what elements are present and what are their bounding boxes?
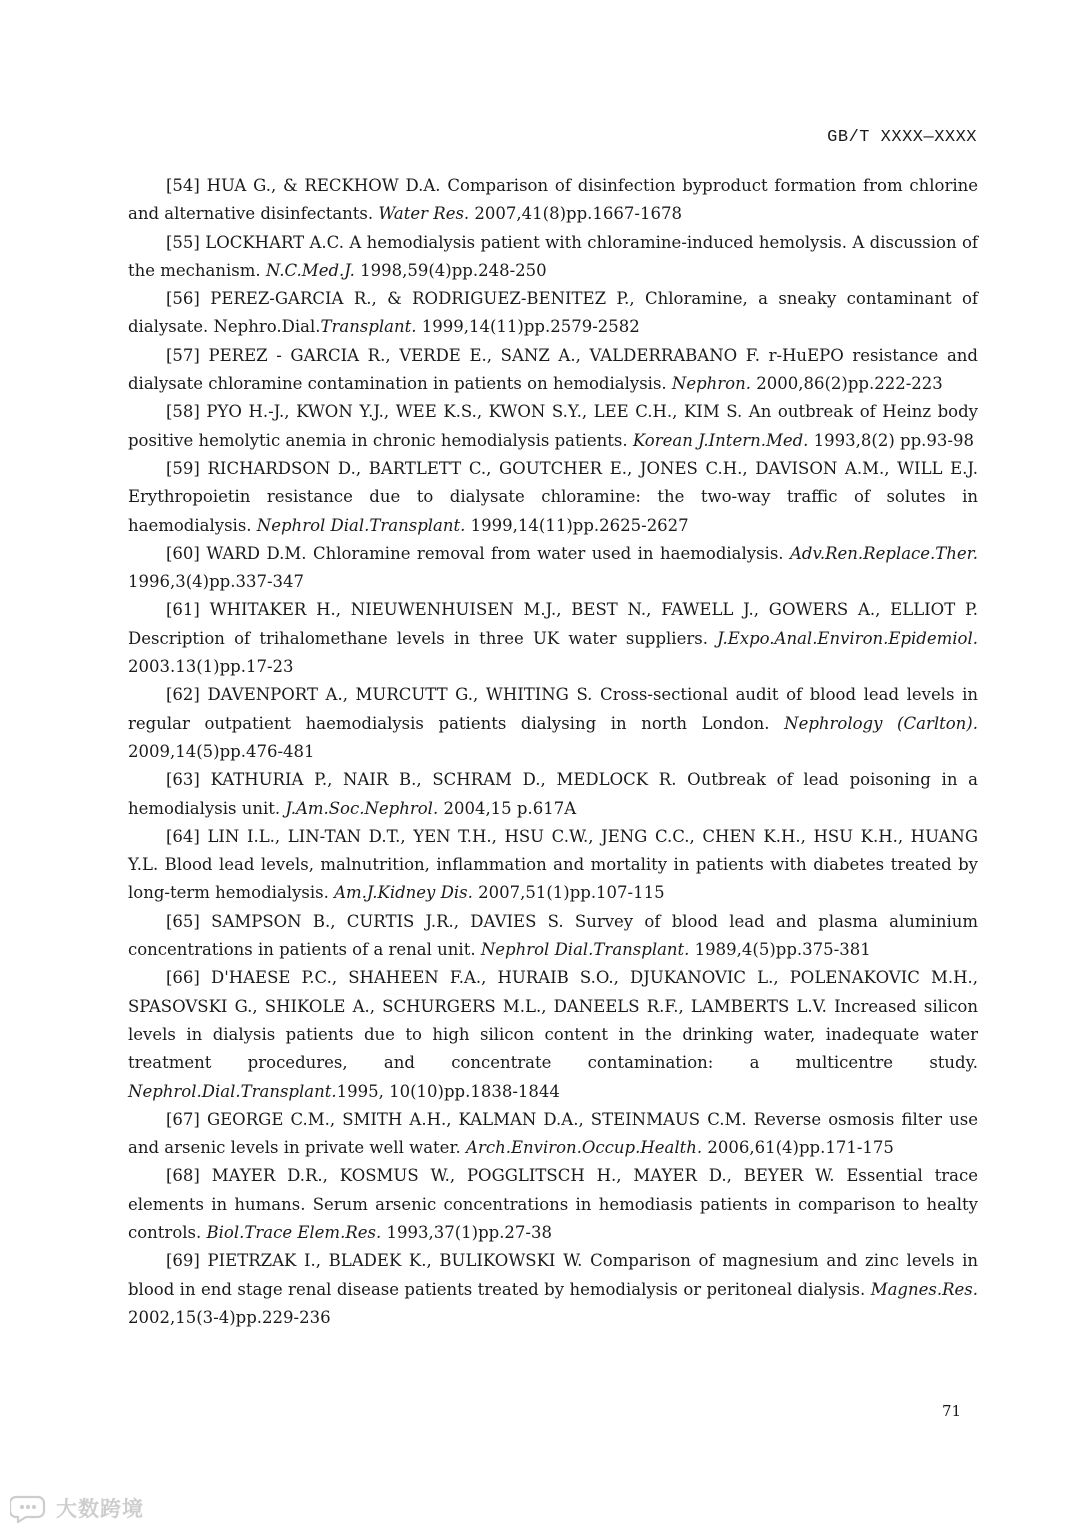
reference-citation: 2002,15(3-4)pp.229-236 [128,1307,331,1327]
reference-citation: 2003.13(1)pp.17-23 [128,657,294,677]
reference-citation: 2006,61(4)pp.171-175 [702,1138,894,1158]
reference-text: [68] MAYER D.R., KOSMUS W., POGGLITSCH H., MAYER D., BEYER W. Essential trace elements in humans. Serum arsenic concentrations in hemodiasis patients in comparison to healty controls. [128,1166,978,1242]
reference-text: [61] WHITAKER H., NIEUWENHUISEN M.J., BEST N., FAWELL J., GOWERS A., ELLIOT P. Description of trihalomethane levels in three UK water suppliers. [128,600,978,648]
journal-title: Magnes.Res. [870,1279,978,1299]
journal-title: Water Res. [378,204,470,224]
reference-text: [67] GEORGE C.M., SMITH A.H., KALMAN D.A., STEINMAUS C.M. Reverse osmosis filter use and arsenic levels in private well water. [128,1109,978,1158]
watermark [10,1490,144,1526]
reference-citation: 1999,14(11)pp.2579-2582 [416,317,640,337]
reference-citation: 1993,37(1)pp.27-38 [381,1222,553,1242]
reference-citation: 1998,59(4)pp.248-250 [354,260,547,280]
reference-item [128,766,978,823]
reference-item [128,455,978,540]
journal-title: Adv.Ren.Replace.Ther. [790,543,978,563]
reference-citation: 1999,14(11)pp.2625-2627 [465,515,689,535]
journal-title: J.Am.Soc.Nephrol. [285,798,439,818]
reference-citation: 2007,41(8)pp.1667-1678 [469,204,682,224]
reference-citation: 1996,3(4)pp.337-347 [128,572,305,592]
reference-citation: 2009,14(5)pp.476-481 [128,741,315,761]
journal-title: Nephrology (Carlton). [784,713,978,733]
journal-title: J.Expo.Anal.Environ.Epidemiol. [717,628,978,648]
page-number: 71 [942,1402,962,1420]
reference-text: [63] KATHURIA P., NAIR B., SCHRAM D., MEDLOCK R. Outbreak of lead poisoning in a hemodialysis unit. [128,770,978,818]
reference-text: [56] PEREZ-GARCIA R., & RODRIGUEZ-BENITEZ P., Chloramine, a sneaky contaminant of dialysate. Nephro.Dial. [128,289,978,337]
reference-item [128,1162,978,1247]
reference-text: [65] SAMPSON B., CURTIS J.R., DAVIES S. Survey of blood lead and plasma aluminium concentrations in patients of a renal unit. [128,911,978,960]
reference-item [128,1247,978,1332]
reference-citation: 2000,86(2)pp.222-223 [751,374,943,394]
standard-code-header: GB/T XXXX—XXXX [827,128,977,147]
reference-text: [66] D'HAESE P.C., SHAHEEN F.A., HURAIB S.O., DJUKANOVIC L., POLENAKOVIC M.H., SPASOVSKI G., SHIKOLE A., SCHURGERS M.L., DANEELS R.F., LAMBERTS L.V. Increased silicon levels in dialysis patients due to high silicon content in the drinking water, inadequate water treatment procedures, and concentrate contamination: a multicentre study. [128,968,978,1073]
reference-citation: 1995, 10(10)pp.1838-1844 [336,1081,560,1101]
reference-text: [64] LIN I.L., LIN-TAN D.T., YEN T.H., HSU C.W., JENG C.C., CHEN K.H., HSU K.H., HUANG Y.L. Blood lead levels, malnutrition, inflammation and mortality in patients with diabetes treated by long-term hemodialysis. [128,826,978,903]
reference-text: [62] DAVENPORT A., MURCUTT G., WHITING S. Cross-sectional audit of blood lead levels in regular outpatient haemodialysis patients dialysing in north London. [128,685,978,733]
reference-text: [59] RICHARDSON D., BARTLETT C., GOUTCHER E., JONES C.H., DAVISON A.M., WILL E.J. Erythropoietin resistance due to dialysate chloramine: the two-way traffic of solutes in haemodialysis. [128,458,978,535]
reference-item [128,540,978,597]
reference-item [128,681,978,766]
reference-item [128,398,978,455]
journal-title: Nephrol Dial.Transplant. [480,940,690,960]
journal-title: Am.J.Kidney Dis. [334,883,473,903]
reference-item [128,342,978,399]
reference-text: [60] WARD D.M. Chloramine removal from water used in haemodialysis. [166,543,791,563]
reference-item [128,229,978,286]
journal-title: Korean J.Intern.Med. [632,430,809,450]
journal-title: Arch.Environ.Occup.Health. [466,1138,703,1158]
reference-item [128,596,978,681]
journal-title: Transplant. [320,317,417,337]
journal-title: Nephrol Dial.Transplant. [256,515,466,535]
reference-item [128,1106,978,1163]
watermark-text: 大数跨境 [56,1497,144,1521]
reference-item [128,823,978,908]
journal-title: Biol.Trace Elem.Res. [206,1222,382,1242]
journal-title: N.C.Med.J. [265,260,355,280]
reference-list [128,172,978,1332]
reference-citation: 2007,51(1)pp.107-115 [472,883,665,903]
reference-citation: 2004,15 p.617A [438,798,577,818]
journal-title: Nephron. [671,374,751,394]
reference-text: [57] PEREZ - GARCIA R., VERDE E., SANZ A., VALDERRABANO F. r-HuEPO resistance and dialysate chloramine contamination in patients on hemodialysis. [128,345,978,394]
chat-bubble-icon [10,1493,50,1523]
reference-item [128,285,978,342]
reference-text: [58] PYO H.-J., KWON Y.J., WEE K.S., KWON S.Y., LEE C.H., KIM S. An outbreak of Heinz body positive hemolytic anemia in chronic hemodialysis patients. [128,402,978,450]
reference-citation: 1993,8(2) pp.93-98 [808,430,974,450]
reference-item [128,172,978,229]
journal-title: Nephrol.Dial.Transplant. [128,1081,337,1101]
reference-text: [69] PIETRZAK I., BLADEK K., BULIKOWSKI W. Comparison of magnesium and zinc levels in blood in end stage renal disease patients treated by hemodialysis or peritoneal dialysis. [128,1251,978,1299]
reference-text: [54] HUA G., & RECKHOW D.A. Comparison of disinfection byproduct formation from chlorine and alternative disinfectants. [128,176,978,224]
reference-citation: 1989,4(5)pp.375-381 [689,940,871,960]
reference-item [128,908,978,965]
reference-item [128,964,978,1105]
reference-text: [55] LOCKHART A.C. A hemodialysis patient with chloramine-induced hemolysis. A discussion of the mechanism. [128,232,978,280]
